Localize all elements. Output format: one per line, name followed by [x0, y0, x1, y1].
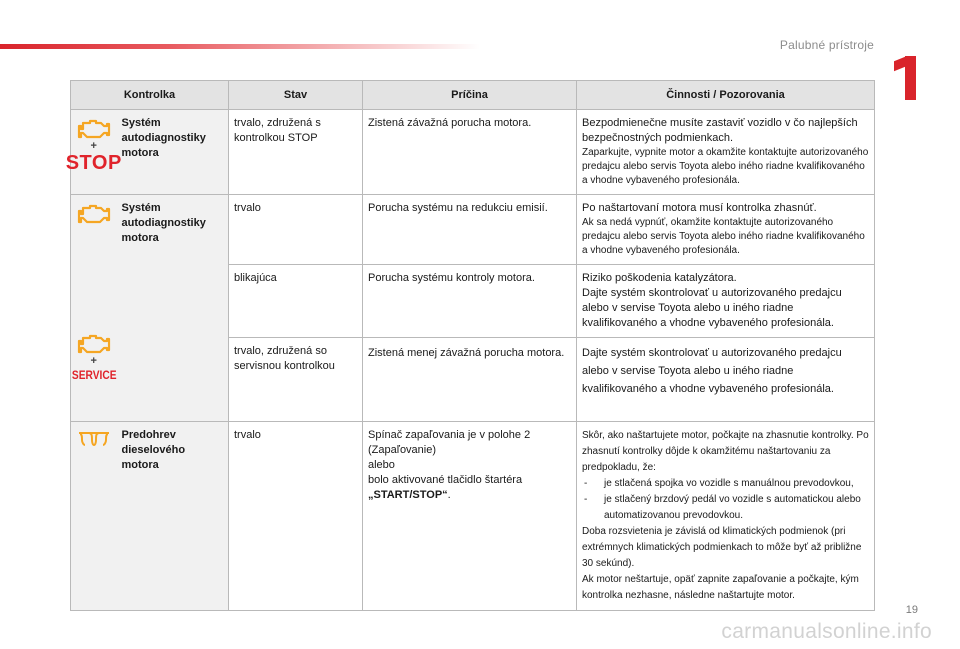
action-paragraph: Doba rozsvietenia je závislá od klimatických podmienok (pri extrémnych klimatických podmienkach to môže byť až približne 30 sekúnd).	[582, 526, 862, 569]
action-cell: Dajte systém skontrolovať u autorizovaného predajcu alebo v servise Toyota alebo u iného riadne kvalifikovaného a vhodne vybaveného profesionála.	[577, 338, 875, 422]
table-row	[71, 110, 875, 195]
icon-cell	[71, 422, 117, 611]
warning-light-name: Systém autodiagnostiky motora	[117, 195, 229, 422]
cause-cell: Zistená závažná porucha motora.	[363, 110, 577, 195]
state-cell: blikajúca	[229, 265, 363, 338]
stop-label: STOP	[65, 152, 122, 174]
cause-line: (Zapaľovanie)	[368, 444, 437, 456]
plus-sign: +	[90, 140, 97, 152]
column-header-cinnosti: Činnosti / Pozorovania	[577, 81, 875, 110]
glow-plug-icon	[77, 430, 111, 448]
engine-check-icon	[77, 333, 111, 355]
warning-lights-table	[65, 80, 875, 611]
table-row	[71, 422, 875, 611]
cause-line: Spínač zapaľovania je v polohe 2	[368, 429, 531, 441]
cause-line: alebo	[368, 459, 395, 471]
action-detail: Dajte systém skontrolovať u autorizovaného predajcu alebo v servise Toyota alebo u iného riadne kvalifikovaného a vhodne vybaveného profesionála.	[582, 287, 842, 329]
state-cell: trvalo, združená s kontrolkou STOP	[229, 110, 363, 195]
icon-cell	[65, 110, 122, 195]
state-cell: trvalo	[229, 422, 363, 611]
action-cell	[577, 422, 875, 611]
action-detail: Zaparkujte, vypnite motor a okamžite kontaktujte autorizovaného predajcu alebo servis Toyota alebo iného riadne kvalifikovaného a vhodne vybaveného profesionála.	[582, 147, 869, 186]
list-item: - je stlačený brzdový pedál vo vozidle s automatickou alebo automatizovanou prevodovkou.	[582, 492, 869, 524]
header-accent-bar	[0, 44, 480, 49]
cause-end: .	[447, 489, 451, 501]
cause-cell: Zistená menej závažná porucha motora.	[363, 338, 577, 422]
watermark: carmanualsonline.info	[721, 620, 932, 643]
cause-line	[368, 488, 571, 503]
column-header-kontrolka: Kontrolka	[71, 81, 229, 110]
engine-check-icon	[77, 118, 111, 140]
table-row	[71, 195, 875, 265]
action-main: Bezpodmienečne musíte zastaviť vozidlo v čo najlepších bezpečnostných podmienkach.	[582, 117, 858, 144]
start-stop-label: „START/STOP“	[368, 489, 448, 501]
table-header-row	[71, 81, 875, 110]
list-item: - je stlačená spojka vo vozidle s manuálnou prevodovkou,	[582, 476, 869, 492]
page-number: 19	[905, 604, 918, 616]
column-header-pricina: Príčina	[363, 81, 577, 110]
cause-cell	[363, 422, 577, 611]
state-cell: trvalo, združená so servisnou kontrolkou	[229, 338, 363, 422]
engine-check-icon	[77, 203, 111, 225]
action-cell	[577, 195, 875, 265]
service-label: SERVICE	[71, 368, 117, 382]
plus-sign: +	[90, 355, 97, 367]
action-main: Riziko poškodenia katalyzátora.	[582, 272, 737, 284]
action-detail: Ak sa nedá vypnúť, okamžite kontaktujte autorizovaného predajcu alebo servis Toyota alebo iného riadne kvalifikovaného a vhodne vybaveného profesionála.	[582, 217, 865, 256]
action-paragraph: Skôr, ako naštartujete motor, počkajte na zhasnutie kontrolky. Po zhasnutí kontrolky dôjde k okamžitému naštartovaniu za predpokladu, že:	[582, 430, 869, 473]
action-paragraph: Ak motor neštartuje, opäť zapnite zapaľovanie a počkajte, kým kontrolka nezhasne, následne naštartujte motor.	[582, 574, 859, 601]
cause-cell: Porucha systému kontroly motora.	[363, 265, 577, 338]
warning-light-name: Systém autodiagnostiky motora	[117, 110, 229, 195]
cause-line: bolo aktivované tlačidlo štartéra	[368, 474, 523, 486]
cause-cell: Porucha systému na redukciu emisií.	[363, 195, 577, 265]
action-main: Po naštartovaní motora musí kontrolka zhasnúť.	[582, 202, 817, 214]
column-header-stav: Stav	[229, 81, 363, 110]
icon-cell	[71, 195, 117, 422]
state-cell: trvalo	[229, 195, 363, 265]
action-cell	[577, 265, 875, 338]
action-bullet-list	[582, 476, 869, 524]
chapter-number-mark	[894, 56, 916, 100]
warning-light-name: Predohrev dieselového motora	[117, 422, 229, 611]
section-title: Palubné prístroje	[779, 38, 874, 52]
action-cell	[577, 110, 875, 195]
